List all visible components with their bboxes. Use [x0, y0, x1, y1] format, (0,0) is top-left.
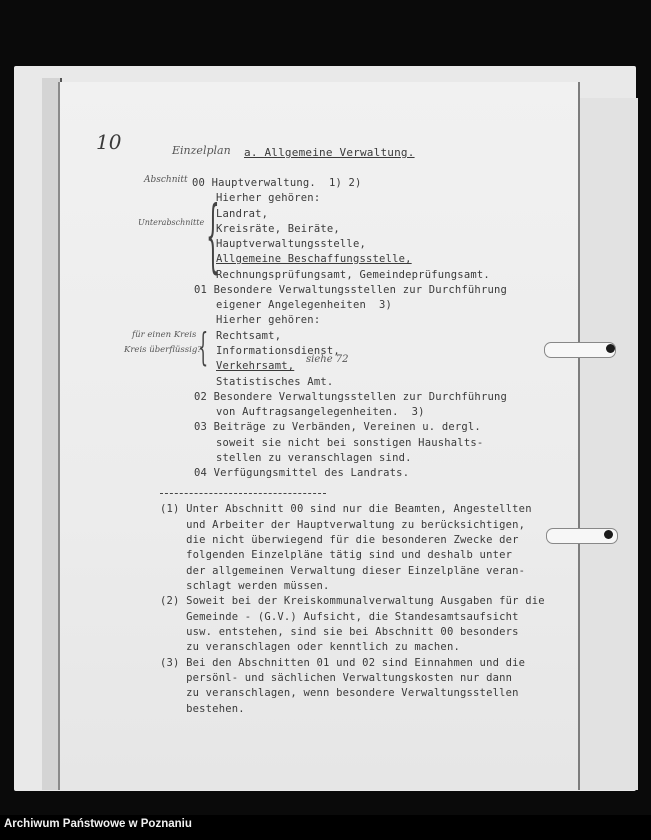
footnote-1-line: folgenden Einzelpläne tätig sind und deshalb unter [160, 549, 513, 561]
page-title: a. Allgemeine Verwaltung. [244, 146, 415, 159]
section-03-heading: 03 Beiträge zu Verbänden, Vereinen u. dergl. [194, 421, 481, 433]
section-01-item: Statistisches Amt. [216, 376, 334, 388]
footnote-1-line: (1) Unter Abschnitt 00 sind nur die Beamten, Angestellten [160, 503, 532, 515]
footnote-1-line: die nicht überwiegend für die besonderen Zwecke der [160, 534, 519, 546]
punch-hole-lower [604, 530, 613, 539]
section-01-item: Informationsdienst, [216, 345, 340, 357]
margin-note-rechtsamt-1: für einen Kreis [132, 330, 197, 340]
section-04-heading: 04 Verfügungsmittel des Landrats. [194, 467, 410, 479]
footnote-2-line: usw. entstehen, sind sie bei Abschnitt 00 besonders [160, 626, 519, 638]
margin-note-rechtsamt-2: Kreis überflüssig? [124, 345, 202, 355]
section-02-heading: 02 Besondere Verwaltungsstellen zur Durchführung [194, 391, 508, 403]
section-01-hierher: Hierher gehören: [216, 314, 321, 326]
footnote-1-line: schlagt werden müssen. [160, 580, 330, 592]
brace-01: { [198, 324, 209, 370]
archive-caption: Archiwum Państwowe w Poznaniu [4, 818, 192, 830]
brace-00: { [206, 190, 220, 283]
section-03-heading-cont: soweit sie nicht bei sonstigen Haushalts- [216, 437, 484, 449]
footnote-2-line: zu veranschlagen oder kenntlich zu machen. [160, 641, 460, 653]
footnote-3-line: zu veranschlagen, wenn besondere Verwaltungsstellen [160, 687, 519, 699]
footnote-1-line: der allgemeinen Verwaltung dieser Einzelpläne veran- [160, 565, 526, 577]
section-00-heading: 00 Hauptverwaltung. 1) 2) [192, 177, 362, 189]
next-page-edge [576, 98, 638, 790]
footnote-divider [160, 493, 326, 494]
footnote-2-line: (2) Soweit bei der Kreiskommunalverwaltung Ausgaben für die [160, 595, 545, 607]
footnote-3-line: (3) Bei den Abschnitten 01 und 02 sind Einnahmen und die [160, 657, 526, 669]
binder-clip-upper [544, 342, 616, 358]
section-01-item: Verkehrsamt, [216, 360, 295, 372]
section-02-heading-cont: von Auftragsangelegenheiten. 3) [216, 406, 425, 418]
section-00-item: Rechnungsprüfungsamt, Gemeindeprüfungsamt. [216, 269, 490, 281]
section-01-heading: 01 Besondere Verwaltungsstellen zur Durchführung [194, 284, 508, 296]
section-00-item: Hauptverwaltungsstelle, [216, 238, 366, 250]
footnote-2-line: Gemeinde - (G.V.) Aufsicht, die Standesamtsaufsicht [160, 611, 519, 623]
footnote-3-line: persönl- und sächlichen Verwaltungskosten nur dann [160, 672, 513, 684]
section-00-item: Allgemeine Beschaffungsstelle, [216, 253, 412, 265]
section-01-item: Rechtsamt, [216, 330, 282, 342]
punch-hole-upper [606, 344, 615, 353]
footnote-3-line: bestehen. [160, 703, 245, 715]
footnote-1-line: und Arbeiter der Hauptverwaltung zu berücksichtigen, [160, 519, 526, 531]
section-00-hierher: Hierher gehören: [216, 192, 321, 204]
document-page [60, 82, 578, 790]
folder-spine [42, 78, 62, 790]
hand-heading-note: Einzelplan [172, 144, 231, 157]
folio-number: 10 [96, 130, 122, 154]
section-03-heading-cont: stellen zu veranschlagen sind. [216, 452, 412, 464]
margin-note-unterabschnitt: Unterabschnitte [138, 218, 205, 227]
margin-note-abschnitt: Abschnitt [144, 175, 188, 185]
section-00-item: Kreisräte, Beiräte, [216, 223, 340, 235]
margin-note-verkehrsamt: siehe 72 [306, 354, 349, 365]
section-00-item: Landrat, [216, 208, 269, 220]
section-01-heading-cont: eigener Angelegenheiten 3) [216, 299, 393, 311]
